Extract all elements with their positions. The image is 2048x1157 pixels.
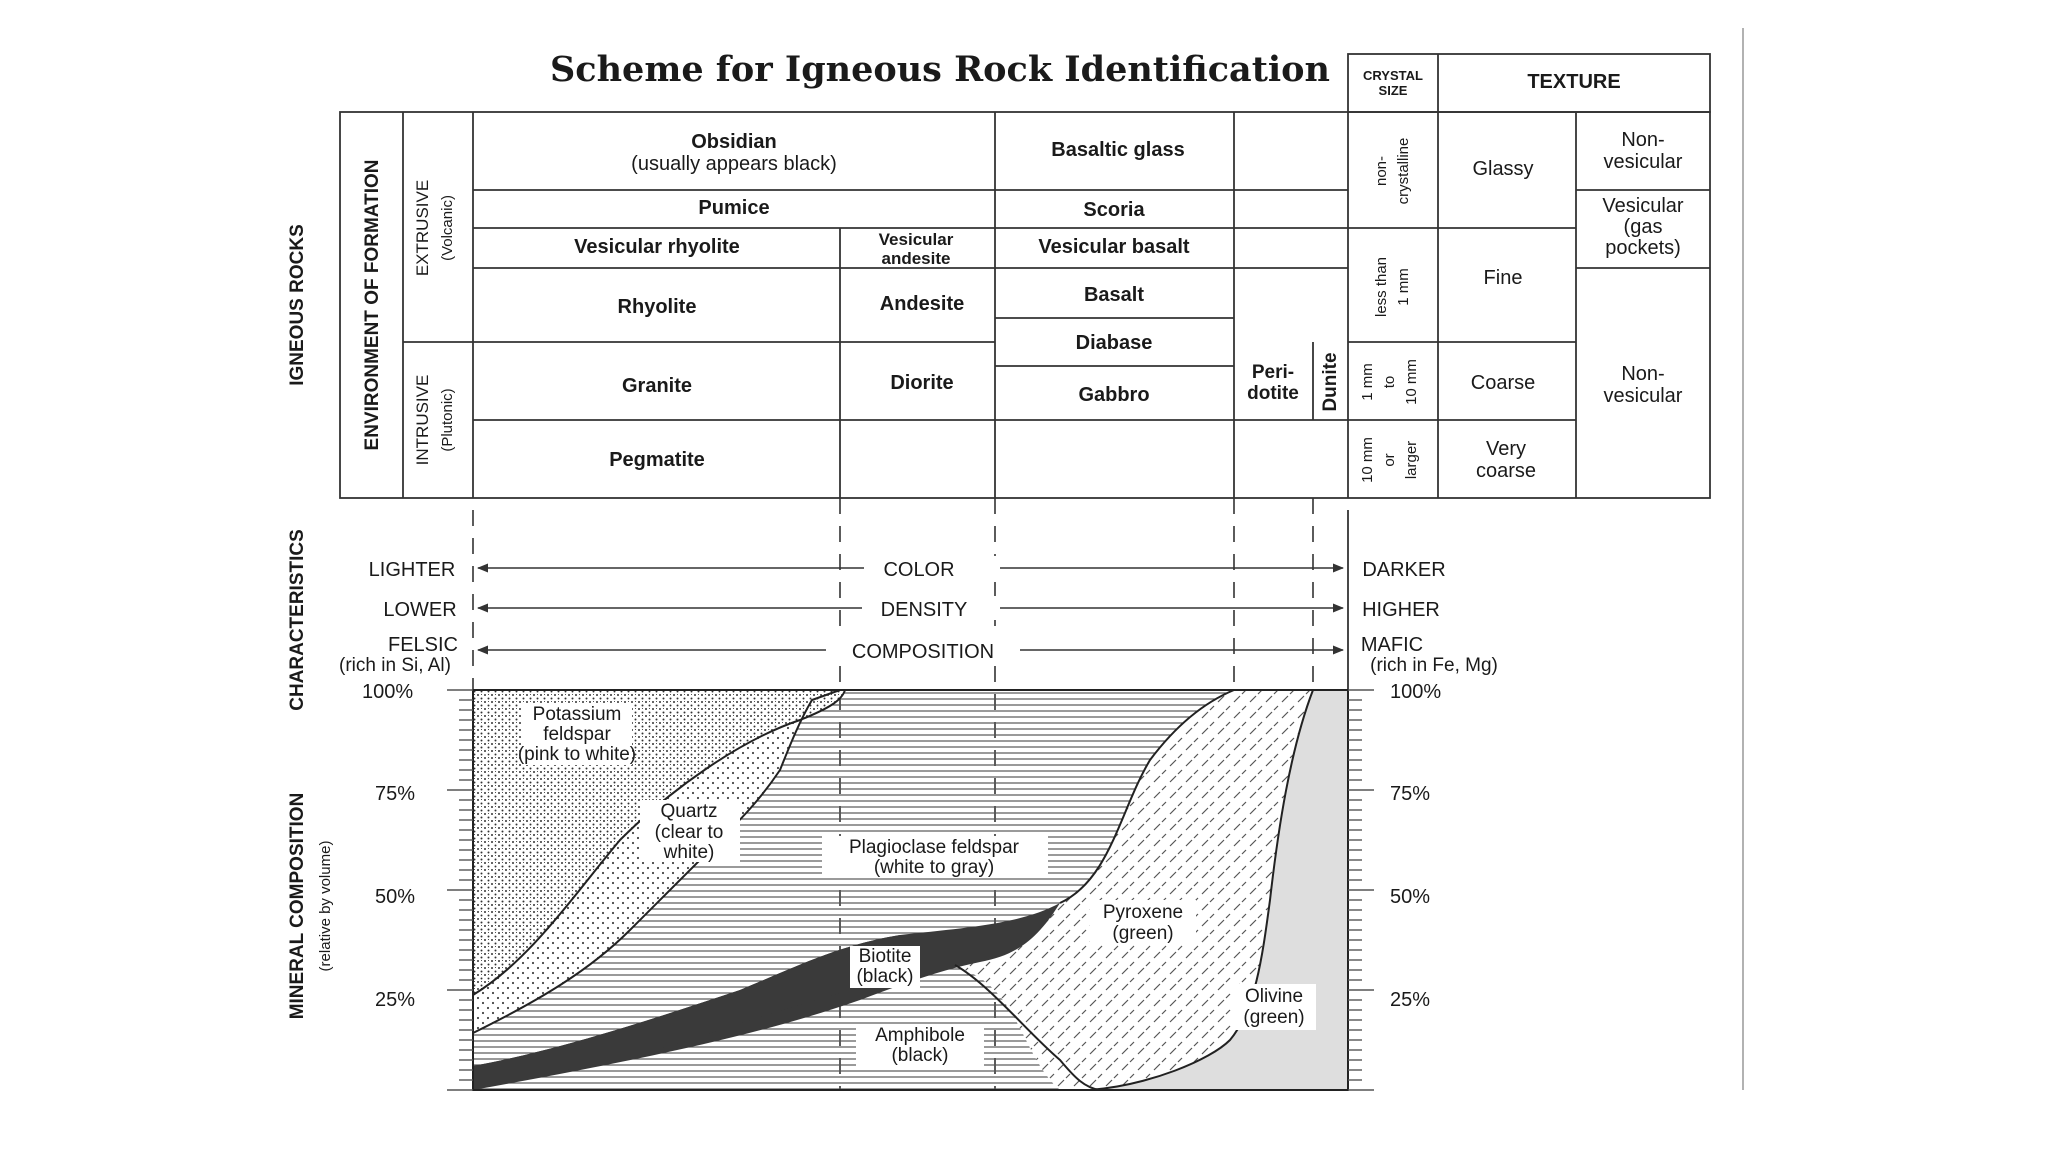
pct-left-25: 25% (375, 989, 416, 1011)
rock-dunite: Dunite (1320, 352, 1341, 412)
size-1-to-10-a: 1 mm (1359, 363, 1376, 401)
pct-left-100: 100% (362, 681, 414, 703)
crystal-size-header: CRYSTAL (1363, 68, 1423, 83)
size-less-than: less than (1373, 256, 1390, 318)
mineral-biotite-2: (black) (856, 966, 914, 987)
rock-pumice: Pumice (698, 197, 770, 219)
mineral-quartz: Quartz (660, 801, 718, 822)
mineral-amphibole-2: (black) (891, 1045, 949, 1066)
rock-vesicular-rhyolite: Vesicular rhyolite (574, 236, 740, 258)
size-less-than-2: 1 mm (1395, 268, 1412, 306)
texture-nonvesicular-top-2: vesicular (1603, 151, 1683, 173)
mineral-pyroxene: Pyroxene (1102, 902, 1184, 923)
density-right: HIGHER (1362, 599, 1440, 621)
mineral-kfeldspar-3: (pink to white) (517, 744, 637, 765)
mineral-quartz-3: white) (663, 842, 715, 863)
size-10-or-larger-b: or (1381, 453, 1398, 467)
rock-vesicular-andesite: Vesicular (878, 230, 954, 249)
pct-left-50: 50% (375, 886, 416, 908)
mineral-plagioclase: Plagioclase feldspar (848, 837, 1020, 858)
diagram-title: Scheme for Igneous Rock Identification (550, 49, 1330, 90)
color-center: COLOR (883, 559, 955, 581)
texture-vesicular-3: pockets) (1605, 237, 1681, 259)
rock-granite: Granite (621, 375, 693, 397)
texture-nonvesicular-bottom-2: vesicular (1603, 385, 1683, 407)
rock-vesicular-andesite-2: andesite (881, 249, 951, 268)
rock-obsidian: Obsidian (691, 131, 777, 153)
extrusive-label: EXTRUSIVE (413, 179, 432, 277)
texture-nonvesicular-bottom: Non- (1621, 363, 1665, 385)
size-1-to-10-b: to (1381, 375, 1398, 389)
rock-diabase: Diabase (1075, 332, 1153, 354)
texture-vesicular-2: (gas (1623, 216, 1663, 238)
mineral-kfeldspar: Potassium (532, 704, 622, 725)
composition-left-2: (rich in Si, Al) (339, 655, 451, 676)
mineral-olivine-2: (green) (1243, 1007, 1305, 1028)
rock-pegmatite: Pegmatite (609, 449, 705, 471)
texture-fine: Fine (1483, 267, 1523, 289)
composition-right-2: (rich in Fe, Mg) (1370, 655, 1498, 676)
rock-basalt: Basalt (1083, 284, 1145, 306)
texture-nonvesicular-top: Non- (1621, 129, 1665, 151)
rock-gabbro: Gabbro (1078, 384, 1150, 406)
mineral-plagioclase-2: (white to gray) (873, 857, 995, 878)
rock-peridotite: Peri- (1251, 362, 1295, 383)
pct-left-75: 75% (375, 783, 416, 805)
crystal-size-header-2: SIZE (1378, 83, 1408, 98)
pct-right-100: 100% (1390, 681, 1442, 703)
color-left: LIGHTER (368, 559, 456, 581)
intrusive-label: INTRUSIVE (413, 374, 432, 466)
relative-by-volume-label: (relative by volume) (317, 840, 334, 972)
rock-diorite: Diorite (890, 372, 954, 394)
rock-basaltic-glass: Basaltic glass (1051, 139, 1185, 161)
characteristics-label: CHARACTERISTICS (287, 529, 308, 711)
texture-very-coarse-2: coarse (1475, 460, 1537, 482)
igneous-rocks-label: IGNEOUS ROCKS (287, 224, 308, 386)
color-right: DARKER (1362, 559, 1446, 581)
environment-label: ENVIRONMENT OF FORMATION (362, 159, 383, 451)
rock-obsidian-note: (usually appears black) (631, 153, 837, 175)
texture-very-coarse: Very (1485, 438, 1527, 460)
rock-rhyolite: Rhyolite (617, 296, 697, 318)
pct-right-75: 75% (1390, 783, 1431, 805)
composition-center: COMPOSITION (851, 641, 995, 663)
density-center: DENSITY (880, 599, 968, 621)
size-10-or-larger-a: 10 mm (1359, 437, 1376, 483)
plutonic-label: (Plutonic) (439, 388, 456, 452)
size-noncrystalline: non- (1373, 155, 1390, 187)
volcanic-label: (Volcanic) (439, 195, 456, 261)
pct-right-50: 50% (1390, 886, 1431, 908)
rock-peridotite-2: dotite (1247, 383, 1299, 404)
texture-vesicular: Vesicular (1602, 195, 1684, 217)
composition-left: FELSIC (387, 634, 459, 656)
size-noncrystalline-2: crystalline (1395, 137, 1412, 205)
size-10-or-larger-c: larger (1403, 440, 1420, 480)
mineral-pyroxene-2: (green) (1112, 923, 1174, 944)
density-left: LOWER (383, 599, 457, 621)
texture-coarse: Coarse (1470, 372, 1536, 394)
rock-andesite: Andesite (879, 293, 965, 315)
texture-header: TEXTURE (1527, 71, 1621, 93)
texture-glassy: Glassy (1472, 158, 1534, 180)
mineral-olivine: Olivine (1244, 986, 1304, 1007)
mineral-quartz-2: (clear to (654, 822, 724, 843)
rock-vesicular-basalt: Vesicular basalt (1038, 236, 1190, 258)
size-1-to-10-c: 10 mm (1403, 359, 1420, 405)
mineral-biotite: Biotite (858, 946, 912, 967)
mineral-amphibole: Amphibole (875, 1025, 965, 1046)
rock-scoria: Scoria (1083, 199, 1145, 221)
pct-right-25: 25% (1390, 989, 1431, 1011)
mineral-kfeldspar-2: feldspar (543, 724, 611, 745)
composition-right: MAFIC (1360, 634, 1424, 656)
mineral-composition-label: MINERAL COMPOSITION (287, 792, 308, 1020)
